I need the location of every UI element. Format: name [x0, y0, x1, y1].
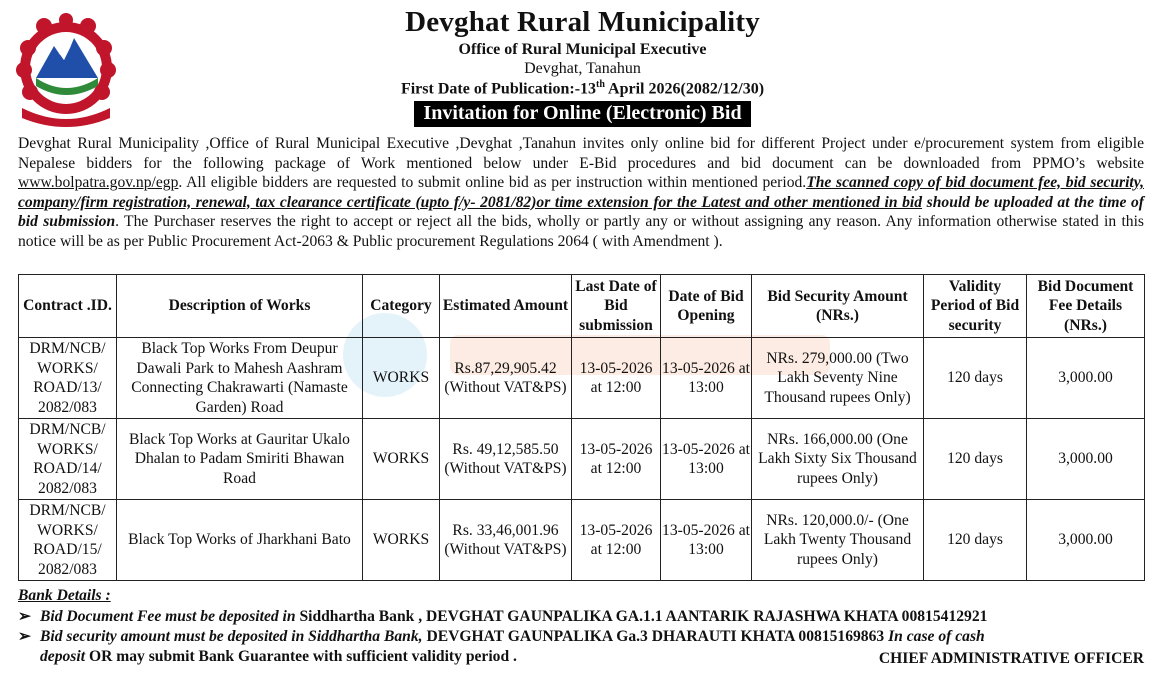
- cell-description: Black Top Works From Deupur Dawali Park to Mahesh Aashram Connecting Chakrawarti (Namaste Garden) Road: [117, 338, 363, 419]
- cell-doc-fee: 3,000.00: [1027, 419, 1145, 500]
- cell-estimated-amount: Rs.87,29,905.42 (Without VAT&PS): [440, 338, 572, 419]
- cell-validity: 120 days: [924, 338, 1027, 419]
- bank-line2-italic-2: In case of cash: [884, 628, 985, 645]
- bank-line3-italic: deposit: [40, 648, 86, 665]
- bank-line-security: [18, 627, 1144, 647]
- table-header-row: [19, 275, 1145, 338]
- intro-emphasis-2: should be uploaded at the time of bid submission: [18, 193, 1144, 230]
- cell-description: Black Top Works at Gauritar Ukalo Dhalan to Padam Smiriti Bhawan Road: [117, 419, 363, 500]
- table-row: [19, 338, 1145, 419]
- intro-paragraph: [18, 134, 1144, 251]
- col-header-description: Description of Works: [117, 275, 363, 338]
- municipality-title: Devghat Rural Municipality: [405, 6, 760, 38]
- pubdate-suffix: April 2026(2082/12/30): [604, 80, 765, 98]
- cell-validity: 120 days: [924, 500, 1027, 581]
- cell-doc-fee: 3,000.00: [1027, 500, 1145, 581]
- bank-details-heading: Bank Details :: [18, 587, 111, 604]
- bolpatra-link[interactable]: www.bolpatra.gov.np/egp: [18, 174, 179, 191]
- banner-wrap: [0, 101, 1165, 127]
- cell-contract-id: DRM/NCB/ WORKS/ ROAD/13/ 2082/083: [19, 338, 117, 419]
- arrow-bullet-icon: ➢: [18, 628, 32, 645]
- office-name: Office of Rural Municipal Executive: [458, 41, 707, 58]
- col-header-bid-security: Bid Security Amount (NRs.): [752, 275, 924, 338]
- cell-last-date: 13-05-2026 at 12:00: [572, 338, 661, 419]
- cell-opening-date: 13-05-2026 at 13:00: [661, 419, 752, 500]
- cell-category: WORKS: [363, 419, 440, 500]
- table-row: [19, 500, 1145, 581]
- cell-category: WORKS: [363, 500, 440, 581]
- table-row: [19, 419, 1145, 500]
- cell-bid-security: NRs. 279,000.00 (Two Lakh Seventy Nine Thousand rupees Only): [752, 338, 924, 419]
- cell-contract-id: DRM/NCB/ WORKS/ ROAD/15/ 2082/083: [19, 500, 117, 581]
- publication-date: [0, 79, 1165, 98]
- pubdate-prefix: First Date of Publication:-13: [400, 80, 597, 98]
- col-header-validity: Validity Period of Bid security: [924, 275, 1027, 338]
- bank-line2-text: DEVGHAT GAUNPALIKA Ga.3 DHARAUTI KHATA 00815169863: [422, 628, 885, 645]
- cell-validity: 120 days: [924, 419, 1027, 500]
- cell-bid-security: NRs. 166,000.00 (One Lakh Sixty Six Thousand rupees Only): [752, 419, 924, 500]
- bank-line1-text: Siddhartha Bank , DEVGHAT GAUNPALIKA GA.1.1 AANTARIK RAJASHWA KHATA 00815412921: [295, 608, 988, 625]
- cell-last-date: 13-05-2026 at 12:00: [572, 419, 661, 500]
- cell-estimated-amount: Rs. 49,12,585.50 (Without VAT&PS): [440, 419, 572, 500]
- cell-opening-date: 13-05-2026 at 13:00: [661, 338, 752, 419]
- col-header-doc-fee: Bid Document Fee Details (NRs.): [1027, 275, 1145, 338]
- signature-title: CHIEF ADMINISTRATIVE OFFICER: [878, 650, 1144, 667]
- cell-estimated-amount: Rs. 33,46,001.96 (Without VAT&PS): [440, 500, 572, 581]
- cell-last-date: 13-05-2026 at 12:00: [572, 500, 661, 581]
- bank-line-doc-fee: [18, 607, 1144, 627]
- intro-text-2: . All eligible bidders are requested to submit online bid as per instruction within mentioned period.: [178, 174, 807, 191]
- intro-text-3: . The Purchaser reserves the right to accept or reject all the bids, wholly or partly any or without assigning any reason. Any information otherwise stated in this notice will be as per Public Procurement Act-2063 & Public procurement Regulations 2064 ( with Amendment ).: [18, 213, 1144, 250]
- invitation-banner: Invitation for Online (Electronic) Bid: [414, 101, 750, 127]
- col-header-opening-date: Date of Bid Opening: [661, 275, 752, 338]
- cell-description: Black Top Works of Jharkhani Bato: [117, 500, 363, 581]
- col-header-last-date: Last Date of Bid submission: [572, 275, 661, 338]
- intro-text-1: Devghat Rural Municipality ,Office of Rural Municipal Executive ,Devghat ,Tanahun invites only online bid for different Project under e/procurement system from eligible Nepalese bidders for the following package of Work mentioned below under E-Bid procedures and bid document can be downloaded from PPMO’s website: [18, 135, 1144, 172]
- col-header-estimated-amount: Estimated Amount: [440, 275, 572, 338]
- bank-line2-italic: Bid security amount must be deposited in Siddhartha Bank,: [40, 628, 423, 645]
- bank-line3-text: OR may submit Bank Guarantee with sufficient validity period .: [85, 648, 517, 665]
- bid-table: [18, 274, 1145, 581]
- pubdate-sup: th: [596, 79, 605, 90]
- cell-doc-fee: 3,000.00: [1027, 338, 1145, 419]
- col-header-contract-id: Contract .ID.: [19, 275, 117, 338]
- arrow-bullet-icon: ➢: [18, 608, 32, 625]
- cell-category: WORKS: [363, 338, 440, 419]
- col-header-category: Category: [363, 275, 440, 338]
- intro-emphasis: The scanned copy of bid document fee, bid security, company/firm registration, renewal, tax clearance certificate (upto f/y- 2081/82)or time extension for the Latest and other mentioned in bid: [18, 174, 1144, 211]
- cell-opening-date: 13-05-2026 at 13:00: [661, 500, 752, 581]
- bank-line1-italic: Bid Document Fee must be deposited in: [40, 608, 296, 625]
- cell-contract-id: DRM/NCB/ WORKS/ ROAD/14/ 2082/083: [19, 419, 117, 500]
- location-text: Devghat, Tanahun: [524, 60, 641, 77]
- cell-bid-security: NRs. 120,000.0/- (One Lakh Twenty Thousand rupees Only): [752, 500, 924, 581]
